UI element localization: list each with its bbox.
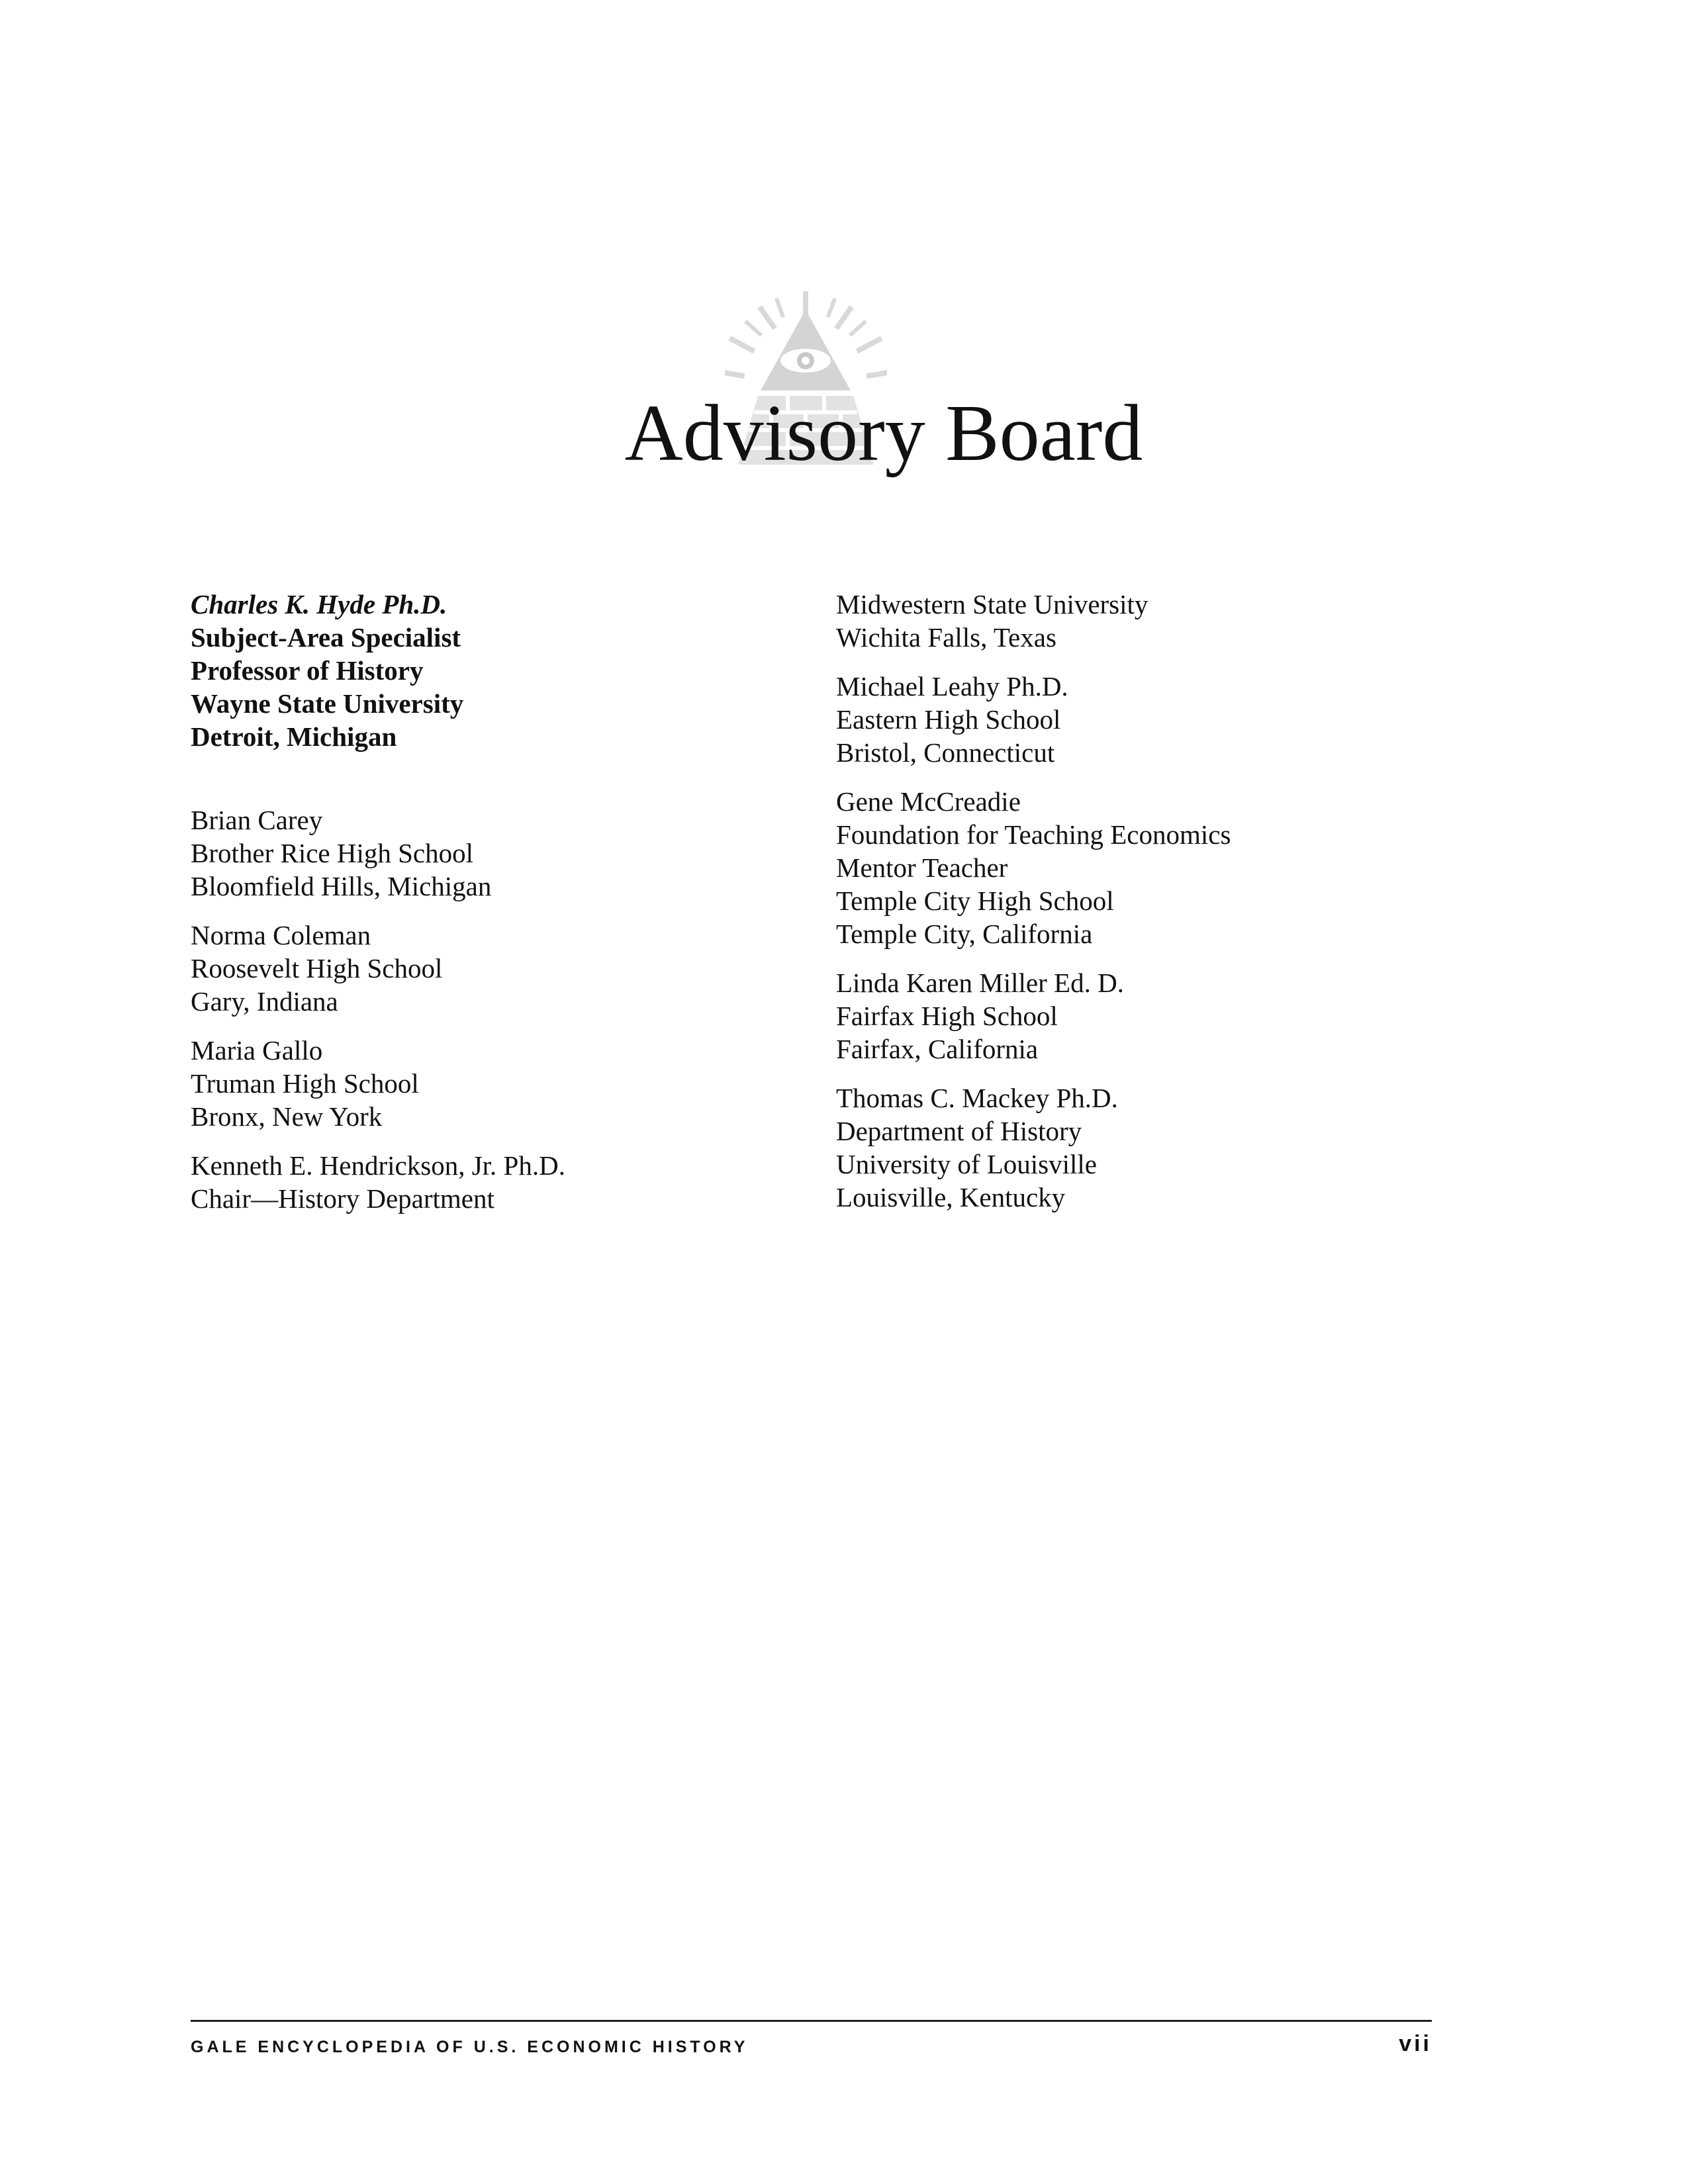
page-title: Advisory Board xyxy=(624,388,1143,478)
member-name: Michael Leahy Ph.D. xyxy=(836,671,1068,702)
member-entry xyxy=(191,1034,786,1133)
member-name: Thomas C. Mackey Ph.D. xyxy=(836,1083,1118,1113)
member-detail: Bloomfield Hills, Michigan xyxy=(191,871,492,901)
member-detail: Bristol, Connecticut xyxy=(836,737,1055,768)
member-detail: Professor of History xyxy=(191,655,424,686)
member-detail: Foundation for Teaching Economics xyxy=(836,819,1231,850)
member-detail: University of Louisville xyxy=(836,1149,1098,1179)
member-name: Gene McCreadie xyxy=(836,786,1021,817)
member-entry xyxy=(191,803,786,903)
member-detail: Temple City High School xyxy=(836,886,1114,916)
right-column xyxy=(836,588,1498,1230)
member-detail: Truman High School xyxy=(191,1068,419,1099)
member-entry xyxy=(836,785,1498,950)
member-detail: Detroit, Michigan xyxy=(191,721,397,752)
member-detail: Fairfax High School xyxy=(836,1001,1058,1031)
member-detail: Temple City, California xyxy=(836,919,1093,949)
member-name: Charles K. Hyde Ph.D. xyxy=(191,589,447,619)
member-name: Kenneth E. Hendrickson, Jr. Ph.D. xyxy=(191,1150,565,1181)
footer-publication-title: GALE ENCYCLOPEDIA OF U.S. ECONOMIC HISTORY xyxy=(191,2038,749,2056)
member-entry xyxy=(836,1081,1498,1214)
member-detail: Brother Rice High School xyxy=(191,838,474,868)
member-detail: Roosevelt High School xyxy=(191,953,443,983)
member-detail: Eastern High School xyxy=(836,704,1061,735)
member-entry xyxy=(191,1149,786,1215)
member-detail: Gary, Indiana xyxy=(191,986,338,1017)
member-detail: Bronx, New York xyxy=(191,1101,383,1132)
member-detail: Mentor Teacher xyxy=(836,852,1008,883)
member-name: Linda Karen Miller Ed. D. xyxy=(836,968,1124,998)
member-entry xyxy=(191,919,786,1018)
member-detail: Fairfax, California xyxy=(836,1034,1039,1064)
member-detail: Chair—History Department xyxy=(191,1183,494,1214)
member-detail: Wayne State University xyxy=(191,688,464,719)
member-detail: Louisville, Kentucky xyxy=(836,1182,1066,1212)
featured-member-entry xyxy=(191,588,786,753)
member-detail: Department of History xyxy=(836,1116,1082,1146)
member-detail: Wichita Falls, Texas xyxy=(836,622,1056,653)
left-column xyxy=(191,588,786,1231)
footer-page-number: vii xyxy=(1399,2031,1432,2056)
member-entry xyxy=(836,670,1498,769)
member-name: Brian Carey xyxy=(191,805,323,835)
member-name: Norma Coleman xyxy=(191,920,371,950)
member-name: Maria Gallo xyxy=(191,1035,323,1066)
member-entry xyxy=(836,966,1498,1066)
footer-divider xyxy=(191,2020,1432,2022)
member-detail: Subject-Area Specialist xyxy=(191,622,461,653)
member-entry-continued xyxy=(836,588,1498,654)
member-detail: Midwestern State University xyxy=(836,589,1149,619)
